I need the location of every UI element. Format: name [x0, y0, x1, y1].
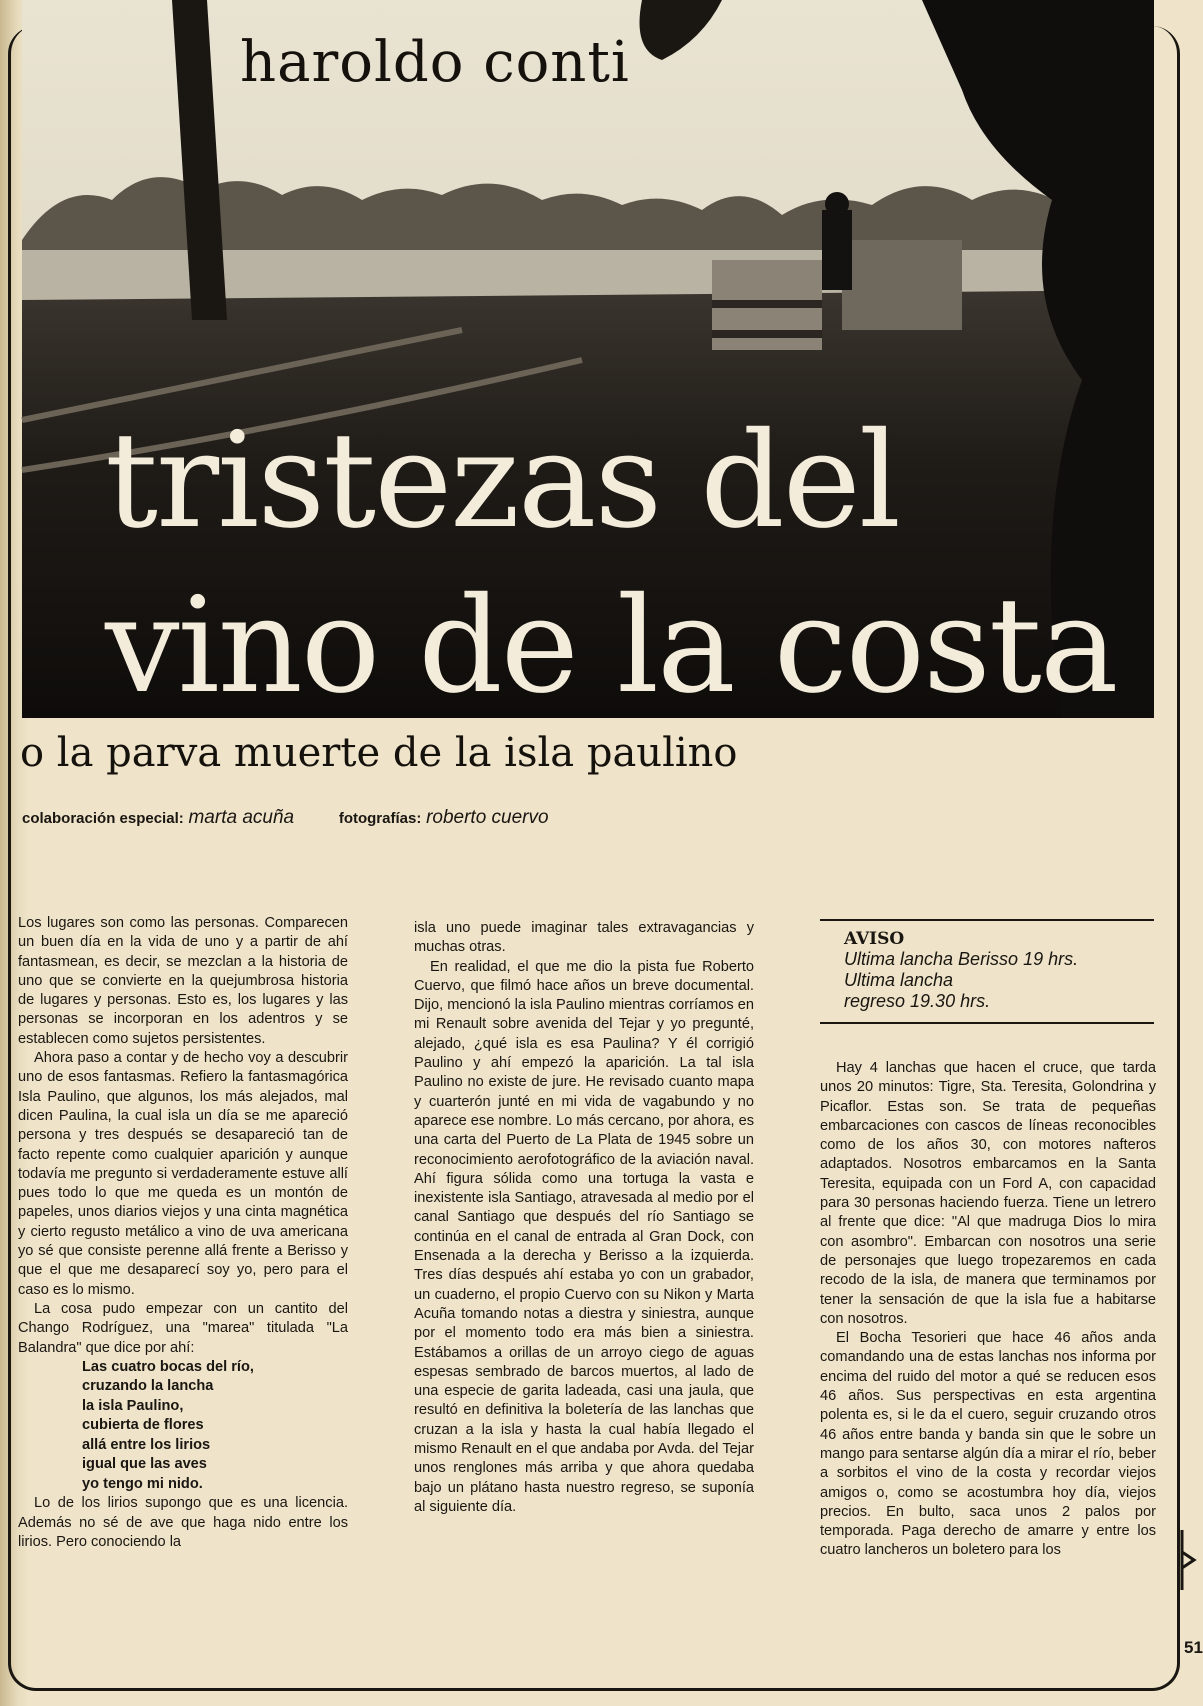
page-number: 51 [1184, 1638, 1203, 1657]
collab-label: colaboración especial: [22, 810, 184, 827]
verse-line: Las cuatro bocas del río, [82, 1358, 254, 1375]
author-name: haroldo conti [240, 30, 630, 95]
notice-line: regreso 19.30 hrs. [844, 991, 991, 1011]
headline-line-1: tristezas del [105, 404, 900, 558]
photo-label: fotografías: [338, 810, 422, 827]
text-column-1 [18, 914, 348, 1552]
notice-box [820, 919, 1154, 1024]
notice-title: AVISO [844, 929, 905, 949]
verse-line: cruzando la lancha [82, 1378, 214, 1395]
headline-line-2: vino de la costa [105, 569, 1117, 723]
paragraph: isla uno puede imaginar tales extravagancias y muchas otras. [414, 920, 754, 956]
text-column-3 [820, 1059, 1156, 1561]
paragraph: Ahora paso a contar y de hecho voy a descubrir uno de esos fantasmas. Refiero la fantasmagórica Isla Paulino, que algunos, los más alejados, mal dicen Paulina, la cual isla un día se me apareció persona y tres después se desapareció tan de facto repente como cualquier aparición y aunque todavía me pregunto si verdaderamente estuve allí pues todo lo que me queda es un montón de papeles, unos diarios viejos y una cinta magnética y cierto regusto metálico a vino de uva americana yo sé que consiste perenne allá frente a Berisso y que el que me desaparecí soy yo, pero para el caso es lo mismo. [18, 1050, 348, 1298]
paragraph: En realidad, el que me dio la pista fue Roberto Cuervo, que filmó hace años un breve documental. Dijo, mencionó la isla Paulino mientras corríamos en mi Renault sobre avenida del Tejar y yo pregunté, alejado, ¿qué isla es esa Paulina? Y él corrigió Paulino y ahí empezó la aparición. La tal isla Paulino no existe de jure. He revisado cuanto mapa y cuarterón junté en mi vida de vagabundo y no aparece ese nombre. Lo más cercano, por ahora, es una carta del Puerto de La Plata de 1945 sobre un reconocimiento aerofotográfico de la aviación naval. Ahí figura sólida como una tortuga la vasta e inexistente isla Santiago, atravesada al medio por el canal Santiago que después del río Santiago se continúa en el canal de entrada al Gran Dock, con Ensenada a la derecha y Berisso a la izquierda. Tres días después ahí estaba yo con un grabador, un cuaderno, el propio Cuervo con su Nikon y Marta Acuña tomando notas a diestra y siniestra, aunque por el momento todo era más bien a siniestra. Estábamos a orillas de un arroyo ciego de aguas espesas sembrado de barcos muertos, al lado de una especie de garita ladeada, casi una jaula, que resultó en definitiva la boletería de las lanchas que cruzan a la isla y hasta la cual había llegado el mismo Renault en el que andaba por Avda. del Tejar unos renglones más arriba y que ahora quedaba bajo un plátano hasta nuestro regreso, se suponía al siguiente día. [414, 958, 754, 1515]
verse-line: allá entre los lirios [82, 1436, 211, 1453]
paragraph: Los lugares son como las personas. Comparecen un buen día en la vida de uno y a partir de ahí fantasmean, es decir, se mezclan a la historia de uno que se convierte en la quejumbrosa historia de lugares y personas. Esto es, los lugares y las personas se incorporan en los adentros y se establecen como sujetos persistentes. [18, 915, 348, 1047]
notice-line: Ultima lancha [844, 970, 954, 990]
paragraph: La cosa pudo empezar con un cantito del Chango Rodríguez, una "marea" titulada "La Balandra" que dice por ahí: [18, 1300, 348, 1356]
verse-line: igual que las aves [82, 1456, 207, 1473]
collab-name: marta acuña [188, 807, 295, 828]
paragraph: Lo de los lirios supongo que es una licencia. Además no sé de ave que haga nido entre los lirios. Pero conociendo la [18, 1495, 348, 1550]
paragraph: Hay 4 lanchas que hacen el cruce, que tarda unos 20 minutos: Tigre, Sta. Teresita, Golondrina y Picaflor. Estas son. Se trata de pequeñas embarcaciones con cascos de líneas reconocibles como de los años 30, con motores nafteros adaptados. Nosotros embarcamos en la Santa Teresita, equipada con un Ford A, con capacidad para 30 personas haciendo fuerza. Tiene un letrero al frente que dice: "Al que madruga Dios lo mira con asombro". Embarcan con nosotros una serie de personajes que luego tropezaremos en cada recodo de la isla, de manera que terminamos por tener la sensación de que la isla fue a habitarse con nosotros. [820, 1060, 1156, 1327]
paragraph: El Bocha Tesorieri que hace 46 años anda comandando una de estas lanchas nos informa por encima del ruido del motor a qué se reducen esos 46 años. Sus perspectivas en esta argentina polenta es, si le da el cuero, seguir cruzando otros 46 años entre banda y banda sin que le sobre un mango para sentarse algún día a mirar el río, beber a sorbitos el vino de la costa y recordar viejos amigos o, como se acostumbra hoy día, viejos precios. En bulto, saca unos 2 palos por temporada. Paga derecho de amarre y entre los cuatro lancheros un boletero para los [820, 1330, 1156, 1559]
text-column-2 [414, 919, 754, 1517]
photo-name: roberto cuervo [426, 807, 549, 828]
song-verse [82, 1358, 348, 1495]
verse-line: la isla Paulino, [82, 1397, 184, 1414]
credits [22, 807, 589, 829]
subtitle: o la parva muerte de la isla paulino [20, 730, 738, 776]
notice-line: Ultima lancha Berisso 19 hrs. [844, 949, 1079, 969]
verse-line: cubierta de flores [82, 1417, 204, 1434]
continue-arrow-icon [1180, 1530, 1198, 1595]
verse-line: yo tengo mi nido. [82, 1475, 203, 1492]
